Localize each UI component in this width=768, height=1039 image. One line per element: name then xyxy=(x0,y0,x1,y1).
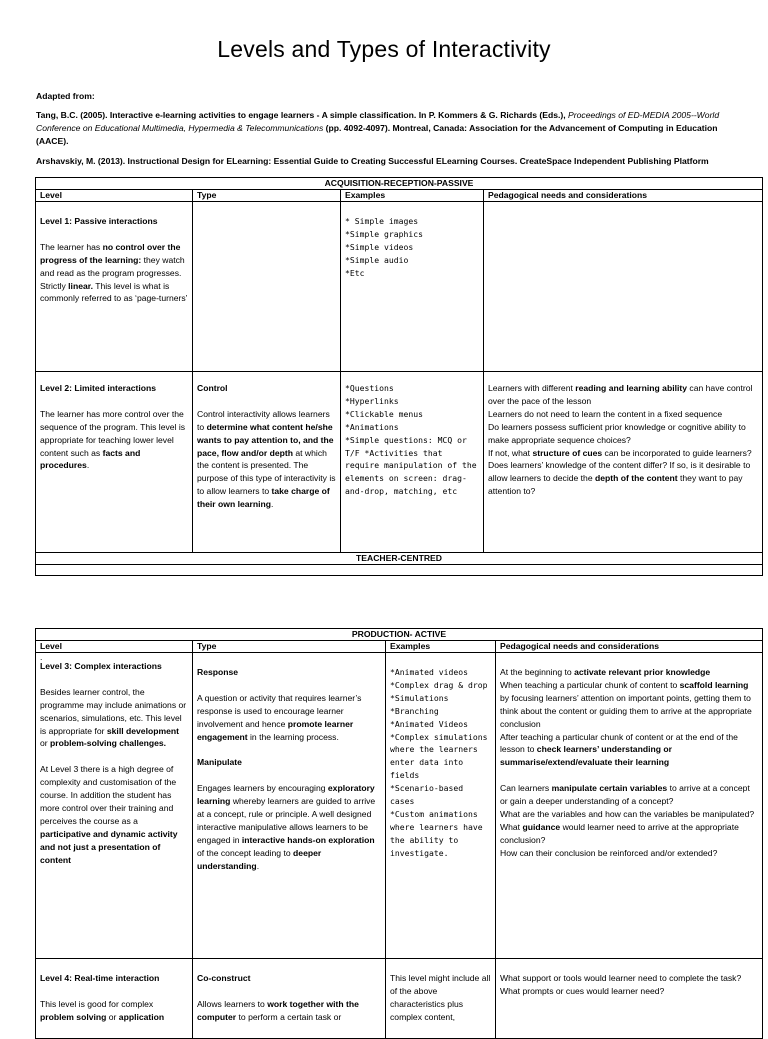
level-4-pedagogical-cell: What support or tools would learner need to complete the task? What prompts or cues would learner need? xyxy=(496,959,763,1039)
header-level: Level xyxy=(36,641,193,653)
level-1-examples-cell: * Simple images *Simple graphics *Simple videos *Simple audio *Etc xyxy=(341,202,484,372)
level-3-pedagogical-cell: At the beginning to activate relevant prior knowledge When teaching a particular chunk of content to scaffold learning by focusing learners’ attention on important points, getting them to think about the content or guiding them to arrive at the appropriate conclusion After teaching a particular chunk of content or at the end of the lesson to check learners’ understanding or summarise/extend/evaluate their learning Can learners manipulate certain variables to arrive at a concept or gain a deeper understanding of a concept? What are the variables and how can the variables be manipulated? What guidance would learner need to arrive at the appropriate conclusion? How can their conclusion be reinforced and/or extended? xyxy=(496,653,763,959)
table-active xyxy=(35,628,763,1039)
header-type: Type xyxy=(193,190,341,202)
header-examples: Examples xyxy=(341,190,484,202)
header-pedagogical: Pedagogical needs and considerations xyxy=(484,190,763,202)
table-passive xyxy=(35,177,763,576)
table-row-level-4 xyxy=(36,959,763,1039)
reference-arshavskiy: Arshavskiy, M. (2013). Instructional Design for ELearning: Essential Guide to Creating Successful ELearning Courses. CreateSpace Independent Publishing Platform xyxy=(36,156,709,166)
level-2-type-cell: Control Control interactivity allows learners to determine what content he/she wants to pay attention to, and the pace, flow and/or depth at which the content is presented. The purpose of this type of interactivity is to allow learners to take charge of their own learning. xyxy=(193,372,341,553)
level-4-type-cell: Co-construct Allows learners to work together with the computer to perform a certain task or xyxy=(193,959,386,1039)
blank-row xyxy=(36,565,763,576)
level-2-pedagogical-cell: Learners with different reading and learning ability can have control over the pace of the lesson Learners do not need to learn the content in a fixed sequence Do learners possess sufficient prior knowledge or cognitive ability to make appropriate sequence choices? If not, what structure of cues can be incorporated to guide learners? Does learners’ knowledge of the content differ? If so, is it desirable to allow learners to decide the depth of the content they want to pay attention to? xyxy=(484,372,763,553)
table-header-row xyxy=(36,641,763,653)
reference-tang: Tang, B.C. (2005). Interactive e-learning activities to engage learners - A simple classification. In P. Kommers & G. Richards (Eds.), Proceedings of ED-MEDIA 2005--World Conference on Educational Multimedia, Hypermedia & Telecommunications (pp. 4092-4097). Montreal, Canada: Association for the Advancement of Computing in Education (AACE). xyxy=(36,110,720,146)
level-1-type-cell xyxy=(193,202,341,372)
table-row-level-1 xyxy=(36,202,763,372)
table-row-level-2 xyxy=(36,372,763,553)
level-3-cell: . Level 3: Complex interactions Besides learner control, the programme may include animations or scenarios, simulations, etc. This level is appropriate for skill development or problem-solving challenges. At Level 3 there is a high degree of complexity and customisation of the course. In addition the student has more control over their training and perceives the course as a participative and dynamic activity and not just a presentation of content xyxy=(36,653,193,959)
header-pedagogical: Pedagogical needs and considerations xyxy=(496,641,763,653)
table-header-row xyxy=(36,190,763,202)
section-heading: ACQUISITION-RECEPTION-PASSIVE xyxy=(36,178,763,190)
level-4-cell: Level 4: Real-time interaction This level is good for complex problem solving or application xyxy=(36,959,193,1039)
section-footer: TEACHER-CENTRED xyxy=(36,553,763,565)
adapted-from-label: Adapted from: xyxy=(36,91,95,101)
level-4-examples-cell: This level might include all of the above characteristics plus complex content, xyxy=(386,959,496,1039)
level-3-type-cell: Response A question or activity that requires learner’s response is used to encourage learner involvement and hence promote learner engagement in the learning process. Manipulate Engages learners by encouraging exploratory learning whereby learners are guided to arrive at a concept, rule or principle. A well designed interactive manipulative allows learners to be engaged in interactive hands-on exploration of the concept leading to deeper understanding. xyxy=(193,653,386,959)
level-2-cell: Level 2: Limited interactions The learner has more control over the sequence of the program. This level is appropriate for teaching lower level content such as facts and procedures. xyxy=(36,372,193,553)
header-type: Type xyxy=(193,641,386,653)
header-examples: Examples xyxy=(386,641,496,653)
level-3-examples-cell: *Animated videos *Complex drag & drop *Simulations *Branching *Animated Videos *Complex simulations where the learners enter data into fields *Scenario-based cases *Custom animations where learners have the ability to investigate. xyxy=(386,653,496,959)
document-title: Levels and Types of Interactivity xyxy=(217,36,551,62)
level-1-cell: Level 1: Passive interactions The learner has no control over the progress of the learning: they watch and read as the program progresses. Strictly linear. This level is what is commonly referred to as ‘page-turners’ xyxy=(36,202,193,372)
table-row-level-3 xyxy=(36,653,763,959)
level-1-pedagogical-cell xyxy=(484,202,763,372)
header-level: Level xyxy=(36,190,193,202)
section-heading: PRODUCTION- ACTIVE xyxy=(36,629,763,641)
level-2-examples-cell: *Questions *Hyperlinks *Clickable menus *Animations *Simple questions: MCQ or T/F *Activities that require manipulation of the elements on screen: drag-and-drop, matching, etc xyxy=(341,372,484,553)
